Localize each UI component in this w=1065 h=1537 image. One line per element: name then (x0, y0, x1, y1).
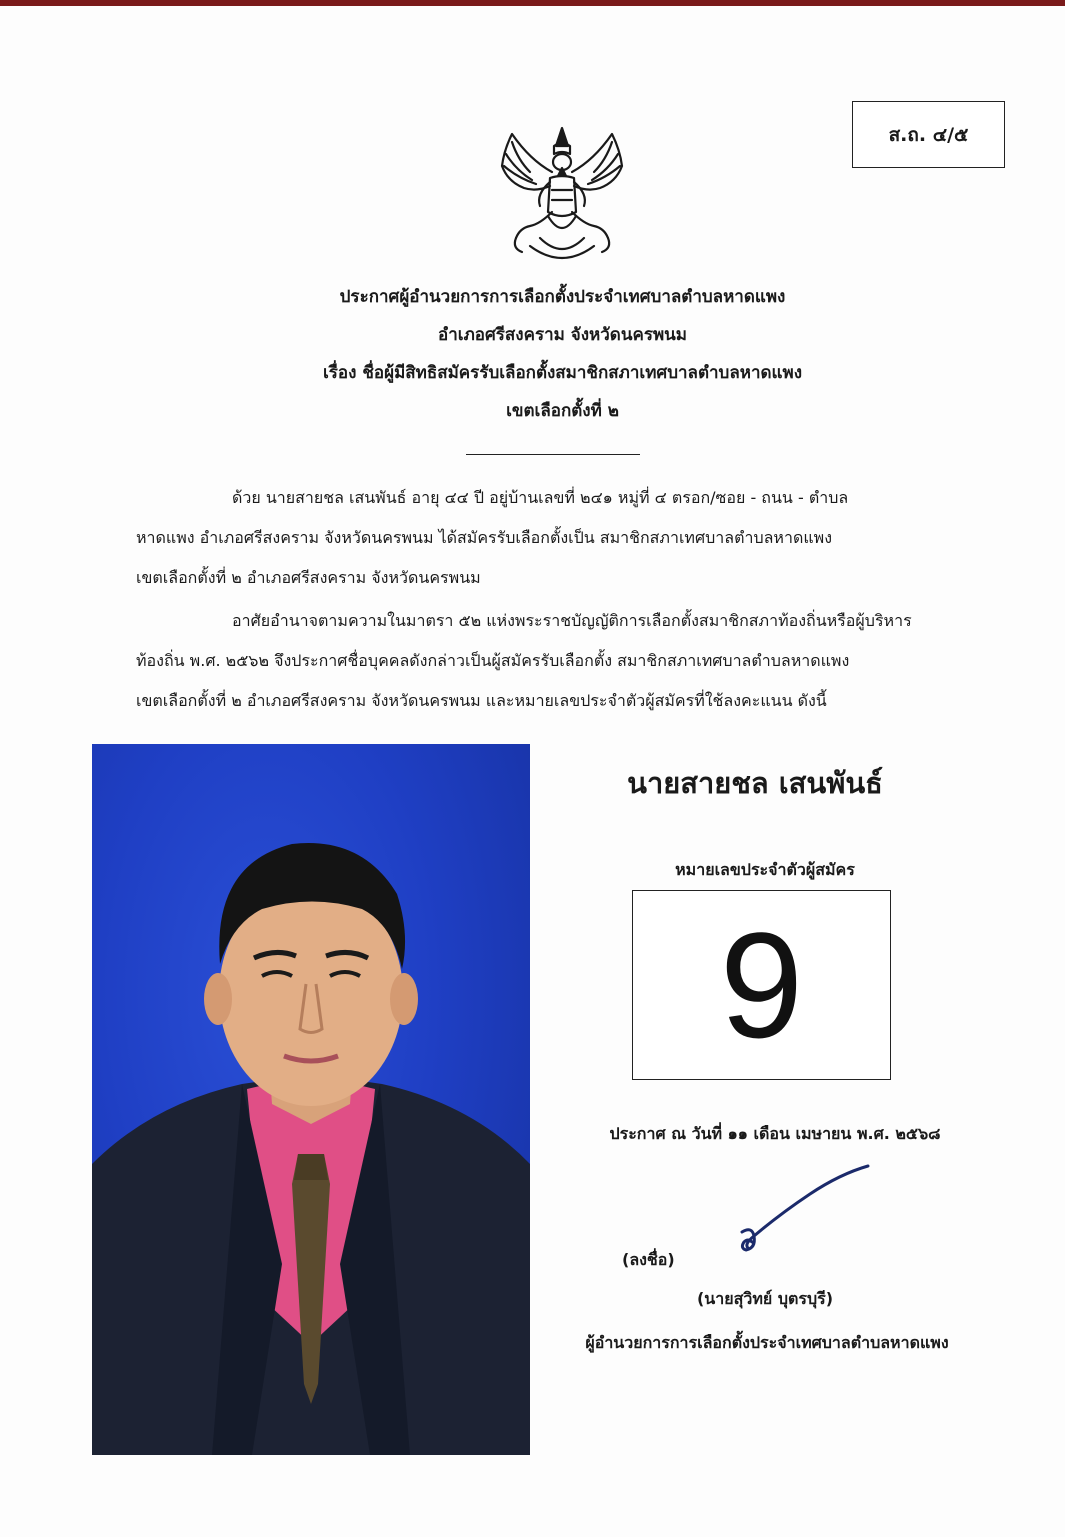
paragraph-line: ด้วย นายสายชล เสนพันธ์ อายุ ๔๔ ปี อยู่บ้านเลขที่ ๒๔๑ หมู่ที่ ๔ ตรอก/ซอย - ถนน - ตำบล (232, 488, 849, 507)
header-subject: เรื่อง ชื่อผู้มีสิทธิสมัครรับเลือกตั้งสมาชิกสภาเทศบาลตำบลหาดแพง (322, 363, 803, 383)
announcement-header (120, 278, 1005, 430)
sign-prefix: (ลงชื่อ) (622, 1250, 675, 1269)
candidate-name: นายสายชล เสนพันธ์ (627, 766, 883, 800)
garuda-emblem-icon (490, 120, 635, 270)
candidate-number: 9 (719, 901, 804, 1069)
paragraph-line: หาดแพง อำเภอศรีสงคราม จังหวัดนครพนม ได้สมัครรับเลือกตั้งเป็น สมาชิกสภาเทศบาลตำบลหาดแพง (136, 528, 833, 547)
signer-title: ผู้อำนวยการการเลือกตั้งประจำเทศบาลตำบลหาดแพง (585, 1333, 949, 1352)
header-line-1: ประกาศผู้อำนวยการการเลือกตั้งประจำเทศบาลตำบลหาดแพง (339, 287, 786, 307)
form-code: ส.ถ. ๔/๕ (888, 123, 969, 146)
handwritten-signature (730, 1160, 880, 1260)
paragraph-line: เขตเลือกตั้งที่ ๒ อำเภอศรีสงคราม จังหวัดนครพนม และหมายเลขประจำตัวผู้สมัครที่ใช้ลงคะแนน ดังนี้ (136, 691, 827, 710)
form-code-box (852, 101, 1005, 168)
signer-name: (นายสุวิทย์ บุตรบุรี) (696, 1289, 834, 1308)
paragraph-line: อาศัยอำนาจตามความในมาตรา ๕๒ แห่งพระราชบัญญัติการเลือกตั้งสมาชิกสภาท้องถิ่นหรือผู้บริหาร (232, 611, 912, 630)
paragraph-line: เขตเลือกตั้งที่ ๒ อำเภอศรีสงคราม จังหวัดนครพนม (136, 568, 481, 587)
candidate-number-box (632, 890, 891, 1080)
body-paragraph-1 (136, 478, 956, 598)
announcement-date: ประกาศ ณ วันที่ ๑๑ เดือน เมษายน พ.ศ. ๒๕๖๘ (609, 1124, 941, 1143)
paragraph-line: ท้องถิ่น พ.ศ. ๒๕๖๒ จึงประกาศชื่อบุคคลดังกล่าวเป็นผู้สมัครรับเลือกตั้ง สมาชิกสภาเทศบาลตำบลหาดแพง (136, 651, 850, 670)
candidate-photo (92, 744, 530, 1455)
body-paragraph-2 (136, 601, 956, 721)
header-line-2: อำเภอศรีสงคราม จังหวัดนครพนม (438, 325, 687, 345)
top-edge-band (0, 0, 1065, 6)
candidate-number-label: หมายเลขประจำตัวผู้สมัคร (675, 860, 855, 879)
header-district: เขตเลือกตั้งที่ ๒ (506, 401, 619, 421)
header-divider (466, 454, 640, 455)
